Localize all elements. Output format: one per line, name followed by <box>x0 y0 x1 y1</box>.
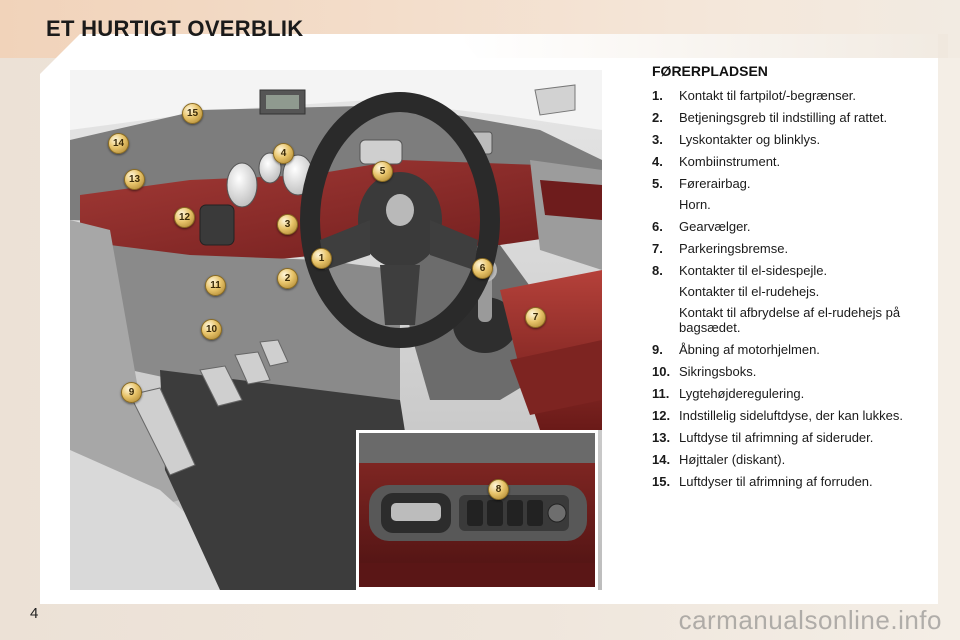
legend-item-number: 5. <box>652 176 663 191</box>
legend-item-number: 10. <box>652 364 671 379</box>
callout-11: 11 <box>205 275 226 296</box>
legend-item-text <box>679 386 912 401</box>
legend-item-line: Luftdyse til afrimning af sideruder. <box>679 430 874 445</box>
legend-list <box>652 88 912 496</box>
legend-item-line: Horn. <box>679 197 711 212</box>
legend-item-number: 9. <box>652 342 663 357</box>
legend-item-text <box>679 219 912 234</box>
legend-item-text <box>679 364 912 379</box>
legend-item <box>652 452 912 467</box>
legend-item-number: 15. <box>652 474 671 489</box>
legend-item <box>652 263 912 335</box>
legend-item-number: 13. <box>652 430 671 445</box>
callout-14: 14 <box>108 133 129 154</box>
legend-item-line: Sikringsboks. <box>679 364 757 379</box>
legend-item <box>652 364 912 379</box>
card-shade <box>458 34 948 58</box>
legend-item-number: 8. <box>652 263 663 278</box>
callout-1: 1 <box>311 248 332 269</box>
legend-item-text <box>679 430 912 445</box>
callout-12: 12 <box>174 207 195 228</box>
legend-item-text <box>679 342 912 357</box>
callout-8: 8 <box>488 479 509 500</box>
legend-item <box>652 430 912 445</box>
legend-item <box>652 110 912 125</box>
legend-item <box>652 342 912 357</box>
door-switch-drawing <box>359 433 595 587</box>
callout-5: 5 <box>372 161 393 182</box>
callout-6: 6 <box>472 258 493 279</box>
legend-item-line: Betjeningsgreb til indstilling af rattet. <box>679 110 888 125</box>
callout-2: 2 <box>277 268 298 289</box>
callout-10: 10 <box>201 319 222 340</box>
legend-item <box>652 154 912 169</box>
door-switch-inset <box>356 430 598 590</box>
legend-item-number: 12. <box>652 408 671 423</box>
legend-item-text <box>679 241 912 256</box>
legend-item-line: Højttaler (diskant). <box>679 452 786 467</box>
legend-item-number: 11. <box>652 386 670 401</box>
page-title: ET HURTIGT OVERBLIK <box>46 16 304 41</box>
legend-item-line: Luftdyser til afrimning af forruden. <box>679 474 873 489</box>
legend-item <box>652 176 912 212</box>
legend-item-text <box>679 110 912 125</box>
legend-item-text <box>679 474 912 489</box>
legend-item-line: Indstillelig sideluftdyse, der kan lukkes. <box>679 408 904 423</box>
legend-item <box>652 474 912 489</box>
legend-item <box>652 219 912 234</box>
legend-item-text <box>679 408 912 423</box>
legend-item-line: Kontakter til el-sidespejle. <box>679 263 828 278</box>
watermark: carmanualsonline.info <box>678 605 942 635</box>
legend-item-number: 3. <box>652 132 663 147</box>
legend-item-text <box>679 176 912 212</box>
legend-item-number: 4. <box>652 154 663 169</box>
legend-item <box>652 88 912 103</box>
legend-item-text <box>679 263 912 335</box>
legend-item-number: 2. <box>652 110 663 125</box>
legend-item-line: Førerairbag. <box>679 176 751 191</box>
legend-item-line: Kontakter til el-rudehejs. <box>679 284 820 299</box>
legend-item <box>652 386 912 401</box>
callout-15: 15 <box>182 103 203 124</box>
page-number: 4 <box>30 605 39 622</box>
legend-item-line: Lygtehøjderegulering. <box>679 386 805 401</box>
callout-4: 4 <box>273 143 294 164</box>
legend-item-line: Åbning af motorhjelmen. <box>679 342 820 357</box>
callout-9: 9 <box>121 382 142 403</box>
legend-item-number: 1. <box>652 88 663 103</box>
legend-item-number: 7. <box>652 241 663 256</box>
legend-item <box>652 408 912 423</box>
legend-item-text <box>679 132 912 147</box>
callout-3: 3 <box>277 214 298 235</box>
legend-item-text <box>679 154 912 169</box>
legend-item-line: Kontakt til fartpilot/-begrænser. <box>679 88 857 103</box>
legend-item <box>652 241 912 256</box>
legend-item-text <box>679 88 912 103</box>
legend-item-line: Gearvælger. <box>679 219 751 234</box>
legend-item-line: Kombiinstrument. <box>679 154 781 169</box>
legend-item-number: 14. <box>652 452 671 467</box>
legend-item-line: Lyskontakter og blinklys. <box>679 132 821 147</box>
legend-item-line: Parkeringsbremse. <box>679 241 789 256</box>
callout-13: 13 <box>124 169 145 190</box>
section-heading: FØRERPLADSEN <box>652 63 768 79</box>
legend-item <box>652 132 912 147</box>
legend-item-text <box>679 452 912 467</box>
callout-7: 7 <box>525 307 546 328</box>
legend-item-number: 6. <box>652 219 663 234</box>
legend-item-line: Kontakt til afbrydelse af el-rudehejs på bagsædet. <box>679 305 901 335</box>
